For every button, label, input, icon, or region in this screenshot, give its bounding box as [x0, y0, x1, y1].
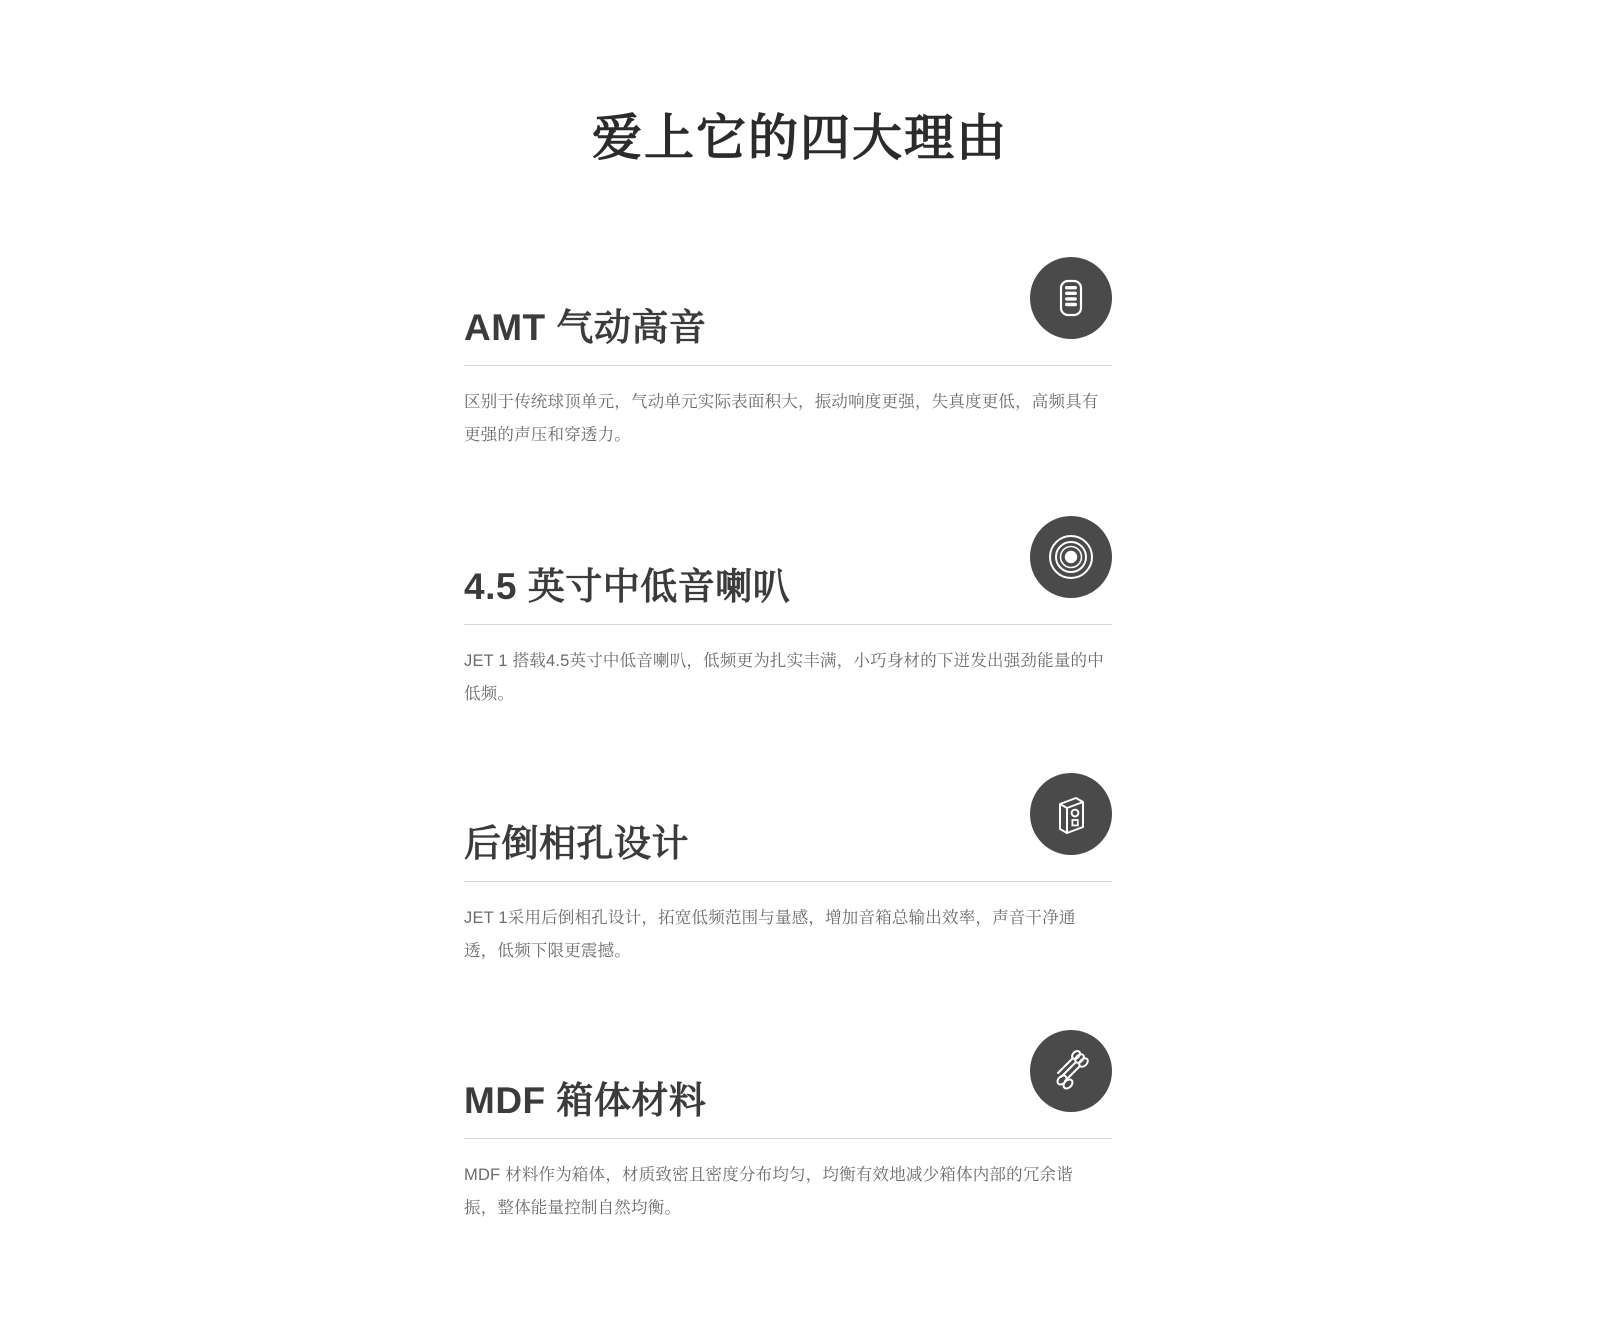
woofer-driver-icon: [1030, 516, 1112, 598]
feature-header: [464, 1028, 1112, 1139]
feature-item-mdf-material: [464, 1028, 1112, 1225]
page-title: 爱上它的四大理由: [592, 110, 1008, 166]
amt-tweeter-icon: [1030, 257, 1112, 339]
feature-description: JET 1采用后倒相孔设计，拓宽低频范围与量感，增加音箱总输出效率，声音干净通透，低频下限更震撼。: [464, 909, 1076, 960]
feature-title: 4.5 英寸中低音喇叭: [464, 566, 791, 607]
feature-item-woofer: [464, 514, 1112, 711]
feature-description: MDF 材料作为箱体，材质致密且密度分布均匀，均衡有效地减少箱体内部的冗余谐振，整体能量控制自然均衡。: [464, 1166, 1073, 1217]
speaker-cabinet-icon: [1030, 773, 1112, 855]
feature-header: [464, 255, 1112, 366]
feature-description: 区别于传统球顶单元，气动单元实际表面积大，振动响度更强，失真度更低，高频具有更强的声压和穿透力。: [464, 393, 1099, 444]
feature-list: [464, 255, 1112, 1225]
feature-title: 后倒相孔设计: [464, 823, 689, 864]
feature-title: MDF 箱体材料: [464, 1080, 707, 1121]
feature-item-amt-tweeter: [464, 255, 1112, 452]
feature-header: [464, 771, 1112, 882]
feature-title: AMT 气动高音: [464, 307, 707, 348]
wood-logs-icon: [1030, 1030, 1112, 1112]
feature-description: JET 1 搭载4.5英寸中低音喇叭，低频更为扎实丰满，小巧身材的下迸发出强劲能量的中低频。: [464, 652, 1104, 703]
feature-item-rear-port: [464, 771, 1112, 968]
feature-header: [464, 514, 1112, 625]
